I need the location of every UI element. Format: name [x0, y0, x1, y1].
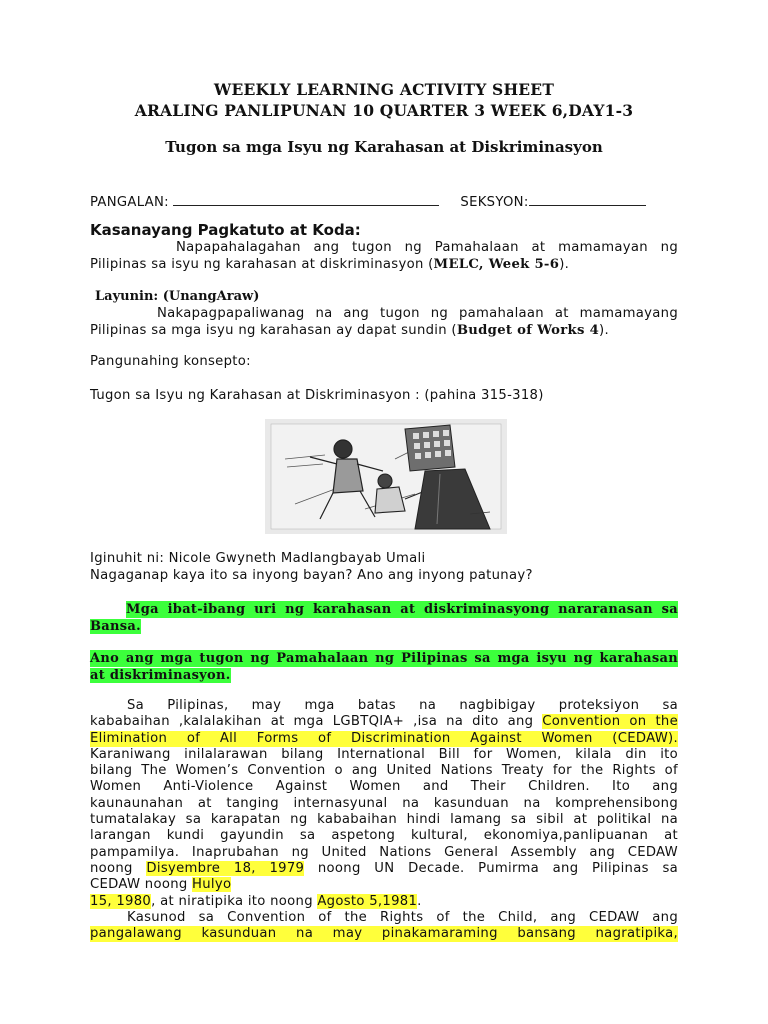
worksheet-title: WEEKLY LEARNING ACTIVITY SHEET — [213, 80, 555, 99]
body-line: Sa Pilipinas, may mga batas na nagbibigay proteksiyon sa — [127, 698, 678, 713]
body-line — [90, 926, 678, 942]
section-label: SEKSYON: — [460, 195, 529, 210]
worksheet-subject-line: ARALING PANLIPUNAN 10 QUARTER 3 WEEK 6,DAY1-3 — [134, 101, 634, 120]
body-line: tumatalakay sa karapatan ng kababaihan hindi lamang sa sibil at politikal na — [90, 812, 678, 828]
body-line — [90, 877, 678, 893]
body-line — [90, 861, 678, 877]
competency-body: Napapahalagahan ang tugon ng Pamahalaan at mamamayan ng Pilipinas sa isyu ng karahasan at diskriminasyon ( — [90, 240, 678, 272]
section-blank[interactable] — [529, 191, 646, 206]
body-line: larangan kundi gayundin sa aspetong kultural, ekonomiya,panlipuanan at — [90, 828, 678, 844]
body-text: , at niratipika ito noong — [151, 893, 318, 909]
body-line — [90, 731, 678, 747]
name-field-row — [90, 191, 646, 212]
body-text: noong UN Decade. Pumirma ang Pilipinas sa — [304, 860, 678, 876]
body-line — [90, 894, 678, 910]
body-line: Women Anti-Violence Against Women and Their Children. Ito ang — [90, 779, 678, 795]
government-response-heading-line2: at diskriminasyon. — [90, 668, 231, 683]
competency-text — [90, 240, 678, 273]
violence-types-heading-line1: Mga ibat-ibang uri ng karahasan at diskriminasyong nararanasan sa — [126, 602, 678, 617]
competency-end: ). — [559, 256, 570, 272]
body-text: kababaihan ,kalalakihan at mga LGBTQIA+ ,isa na dito ang — [90, 714, 543, 730]
government-response-heading — [90, 650, 678, 684]
sketch-drawing — [265, 419, 507, 534]
objective-code: Budget of Works 4 — [456, 322, 600, 338]
objective-end: ). — [599, 322, 609, 338]
illustration-question: Nagaganap kaya ito sa inyong bayan? Ano ang inyong patunay? — [90, 568, 533, 583]
concept-topic: Tugon sa Isyu ng Karahasan at Diskriminasyon : (pahina 315-318) — [90, 388, 544, 403]
body-line: bilang The Women’s Convention o ang United Nations Treaty for the Rights of — [90, 763, 678, 779]
main-concept-label: Pangunahing konsepto: — [90, 354, 251, 369]
name-label: PANGALAN: — [90, 195, 169, 210]
date-highlight: Disyembre 18, 1979 — [146, 860, 305, 876]
date-highlight: 15, 1980 — [90, 893, 152, 909]
competency-code: MELC, Week 5-6 — [433, 256, 560, 272]
government-response-heading-line1: Ano ang mga tugon ng Pamahalaan ng Pilipinas sa mga isyu ng karahasan — [90, 651, 678, 666]
lesson-title: Tugon sa mga Isyu ng Karahasan at Diskriminasyon — [165, 138, 603, 156]
date-highlight: Hulyo — [192, 877, 232, 893]
sketch-illustration — [265, 419, 507, 534]
name-blank[interactable] — [173, 191, 439, 206]
cedaw-highlight: Convention on the — [542, 714, 678, 730]
body-line: pampamilya. Inaprubahan ng United Nations General Assembly ang CEDAW — [90, 844, 678, 860]
cedaw-paragraph — [90, 698, 678, 942]
illustration-credit: Iginuhit ni: Nicole Gwyneth Madlangbayab Umali — [90, 551, 426, 566]
competency-heading: Kasanayang Pagkatuto at Koda: — [90, 221, 361, 239]
body-line: Kasunod sa Convention of the Rights of the Child, ang CEDAW ang — [127, 909, 678, 925]
body-text: noong — [90, 860, 147, 876]
ratification-highlight: pangalawang kasunduan na may pinakamaraming bansang nagratipika, — [90, 926, 678, 942]
violence-types-heading-line2: Bansa. — [90, 619, 141, 634]
body-line — [90, 714, 678, 730]
date-highlight: Agosto 5,1981 — [317, 893, 418, 909]
body-line: kaunaunahan at tanging internasyunal na kasunduan na komprehensibong — [90, 795, 678, 811]
objective-text — [90, 306, 678, 339]
violence-types-heading — [90, 601, 678, 635]
body-text: . — [417, 893, 422, 909]
cedaw-highlight: Elimination of All Forms of Discrimination Against Women (CEDAW). — [90, 730, 678, 746]
body-text: CEDAW noong — [90, 877, 193, 893]
objective-heading: Layunin: (UnangAraw) — [95, 289, 260, 304]
objective-body: Nakapagpapaliwanag na ang tugon ng pamahalaan at mamamayang Pilipinas sa mga isyu ng karahasan ay dapat sundin ( — [90, 306, 678, 338]
body-line: Karaniwang inilalarawan bilang International Bill for Women, kilala din ito — [90, 746, 678, 762]
